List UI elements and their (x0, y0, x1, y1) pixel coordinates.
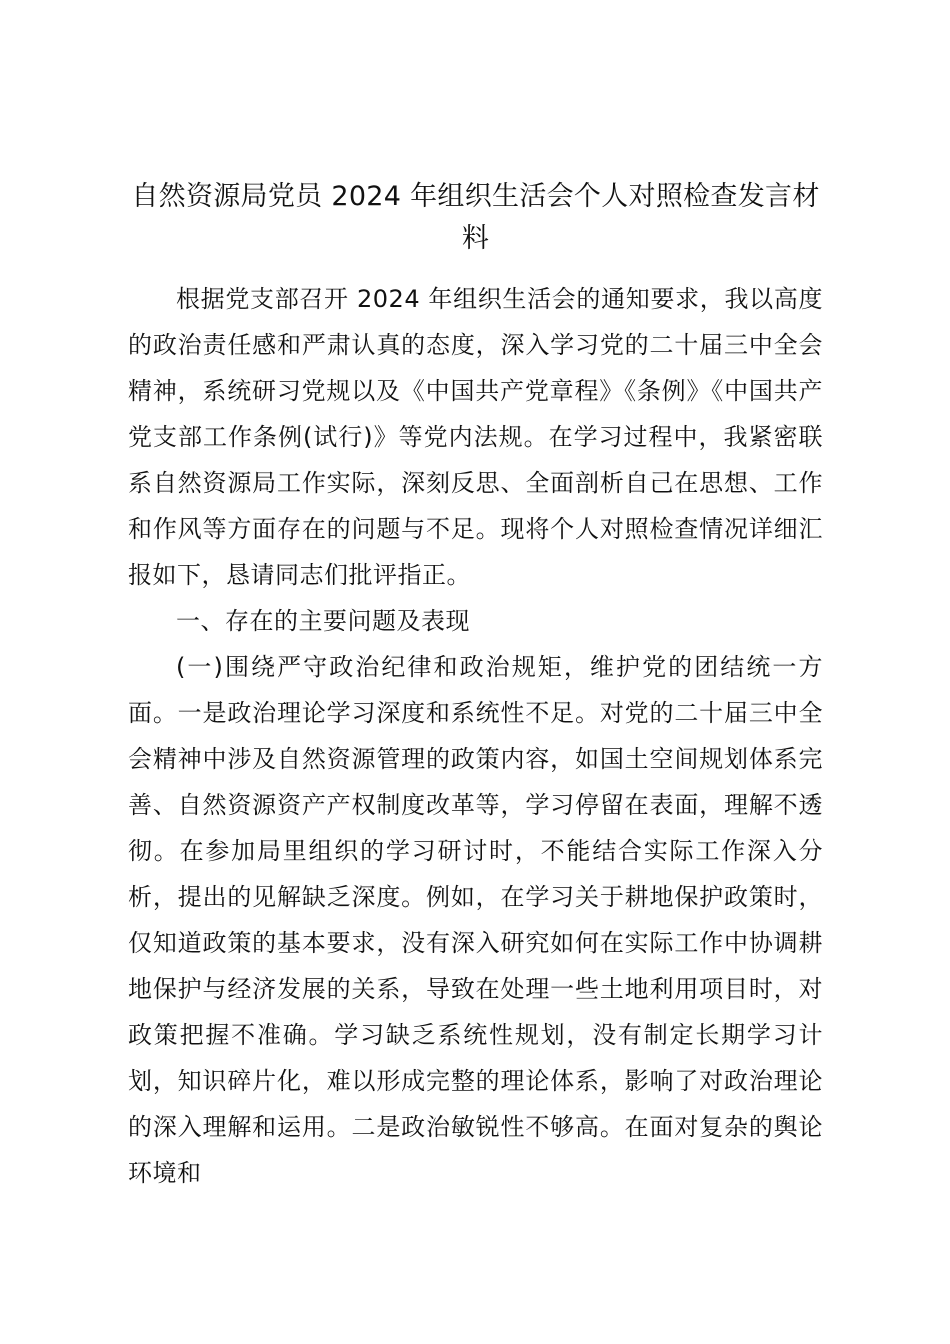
issue-paragraph: (一)围绕严守政治纪律和政治规矩，维护党的团结统一方面。一是政治理论学习深度和系统性不足。对党的二十届三中全会精神中涉及自然资源管理的政策内容，如国土空间规划体系完善、自然资源资产产权制度改革等，学习停留在表面，理解不透彻。在参加局里组织的学习研讨时，不能结合实际工作深入分析，提出的见解缺乏深度。例如，在学习关于耕地保护政策时，仅知道政策的基本要求，没有深入研究如何在实际工作中协调耕地保护与经济发展的关系，导致在处理一些土地利用项目时，对政策把握不准确。学习缺乏系统性规划，没有制定长期学习计划，知识碎片化，难以形成完整的理论体系，影响了对政治理论的深入理解和运用。二是政治敏锐性不够高。在面对复杂的舆论环境和 (128, 653, 823, 1187)
document-body (128, 276, 823, 1196)
document-title: 自然资源局党员 2024 年组织生活会个人对照检查发言材料 (131, 181, 820, 254)
section-heading: 一、存在的主要问题及表现 (176, 607, 470, 635)
intro-paragraph: 根据党支部召开 2024 年组织生活会的通知要求，我以高度的政治责任感和严肃认真的态度，深入学习党的二十届三中全会精神，系统研习党规以及《中国共产党章程》《条例》《中国共产党支部工作条例(试行)》等党内法规。在学习过程中，我紧密联系自然资源局工作实际，深刻反思、全面剖析自己在思想、工作和作风等方面存在的问题与不足。现将个人对照检查情况详细汇报如下，恳请同志们批评指正。 (128, 285, 823, 589)
